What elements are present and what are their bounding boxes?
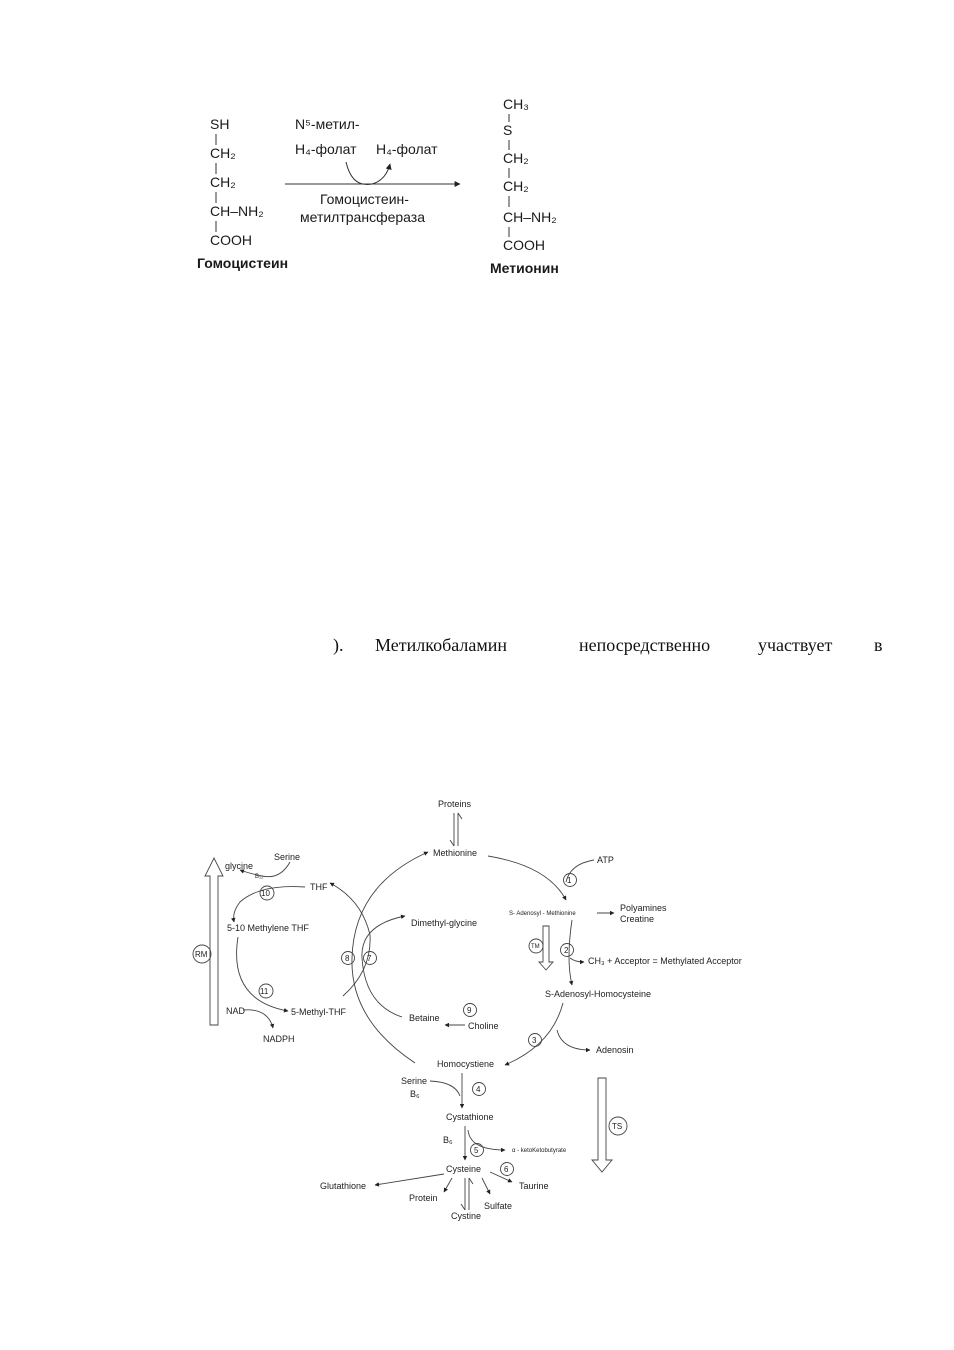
badge-ts-label: TS <box>612 1122 623 1131</box>
step-3-label: 3 <box>532 1036 537 1045</box>
hcy-ch2-a: CH₂ <box>210 145 236 161</box>
enzyme-line1: Гомоцистеин- <box>320 191 409 207</box>
node-thf: THF <box>310 882 328 892</box>
hcy-cooh: COOH <box>210 232 252 248</box>
node-proteins: Proteins <box>438 799 472 809</box>
body-text-line <box>333 635 883 656</box>
badge-rm-label: RM <box>195 950 208 959</box>
node-sulfate: Sulfate <box>484 1201 513 1211</box>
node-b6-b: B₆ <box>443 1135 453 1145</box>
node-methyl-thf: 5-Methyl-THF <box>291 1007 347 1017</box>
node-betaine: Betaine <box>409 1013 440 1023</box>
node-nadph: NADPH <box>263 1034 295 1044</box>
homocysteine-name: Гомоцистеин <box>197 255 289 271</box>
enzyme-line2: метилтрансфераза <box>300 209 425 225</box>
hcy-ch-nh2: CH–NH₂ <box>210 203 264 219</box>
body-word-2: Метилкобаламин <box>375 635 508 655</box>
node-methyl-transfer: CH₃ + Acceptor = Methylated Acceptor <box>588 956 742 966</box>
node-taurine: Taurine <box>519 1181 549 1191</box>
body-word-5: в <box>874 635 883 655</box>
met-cooh: COOH <box>503 237 545 253</box>
met-ch-nh2: CH–NH₂ <box>503 209 557 225</box>
node-atp: ATP <box>597 855 614 865</box>
node-methionine: Methionine <box>433 848 478 858</box>
rm-hollow-arrow <box>205 858 223 1025</box>
hcy-sh: SH <box>210 116 230 132</box>
hcy-ch2-b: CH₂ <box>210 174 236 190</box>
met-ch2-a: CH₂ <box>503 150 529 166</box>
cofactor-out: H₄-фолат <box>376 141 438 157</box>
pathway-diagram <box>193 799 742 1221</box>
step-6-label: 6 <box>504 1165 509 1174</box>
step-10-label: 10 <box>261 889 270 898</box>
step-2-label: 2 <box>564 946 569 955</box>
node-adenosin: Adenosin <box>596 1045 634 1055</box>
node-glutathione: Glutathione <box>320 1181 367 1191</box>
step-9-label: 9 <box>467 1006 472 1015</box>
node-glycine: glycine <box>225 861 254 871</box>
cofactor-curve-arrow <box>346 162 390 185</box>
arrow-betaine-to-dmg <box>362 916 405 1017</box>
node-choline: Choline <box>468 1021 499 1031</box>
node-protein: Protein <box>409 1193 438 1203</box>
met-ch2-b: CH₂ <box>503 178 529 194</box>
arrow-sam-to-sah <box>569 920 572 985</box>
node-dimethylglycine: Dimethyl-glycine <box>411 918 478 928</box>
body-word-1: ). <box>333 635 344 655</box>
methionine-name: Метионин <box>490 260 559 276</box>
node-serine-top: Serine <box>274 852 301 862</box>
node-sah: S-Adenosyl-Homocysteine <box>545 989 652 999</box>
met-s: S <box>503 122 513 138</box>
node-creatine: Creatine <box>620 914 655 924</box>
arrow-met-to-sam <box>488 856 566 900</box>
node-homocysteine: Homocystiene <box>437 1059 495 1069</box>
node-methylene-thf: 5-10 Methylene THF <box>227 923 309 933</box>
node-cysteine: Cysteine <box>446 1164 482 1174</box>
node-nad: NAD <box>226 1006 246 1016</box>
cofactor-in-line1: N⁵-метил- <box>295 116 360 132</box>
step-4-label: 4 <box>476 1085 481 1094</box>
cofactor-in-line2: H₄-фолат <box>295 141 357 157</box>
node-cystathione: Cystathione <box>446 1112 494 1122</box>
met-ch3: CH₃ <box>503 96 529 112</box>
step-8-label: 8 <box>345 954 350 963</box>
step-1-label: 1 <box>567 876 572 885</box>
node-b6-a: B₆ <box>410 1089 420 1099</box>
body-word-3: непосредственно <box>579 635 711 655</box>
tm-hollow-arrow <box>539 926 553 970</box>
homocysteine-formula <box>197 116 288 271</box>
badge-tm-label: TM <box>531 944 540 950</box>
node-polyamines: Polyamines <box>620 903 667 913</box>
node-cystine: Cystine <box>451 1211 482 1221</box>
reaction-scheme <box>197 96 559 276</box>
node-b12: B₁₂ <box>255 874 264 880</box>
methionine-formula <box>490 96 559 276</box>
step-11-label: 11 <box>260 987 269 996</box>
body-word-4: участвует <box>758 635 833 655</box>
node-sam: S- Adenosyl - Methionine <box>509 911 576 917</box>
step-7-label: 7 <box>367 954 372 963</box>
step-5-label: 5 <box>474 1146 479 1155</box>
node-ketobutyrate: α - ketoKetobutyrate <box>512 1148 567 1154</box>
node-serine-b6: Serine <box>401 1076 428 1086</box>
arrow-mthf-to-thf <box>330 883 370 996</box>
